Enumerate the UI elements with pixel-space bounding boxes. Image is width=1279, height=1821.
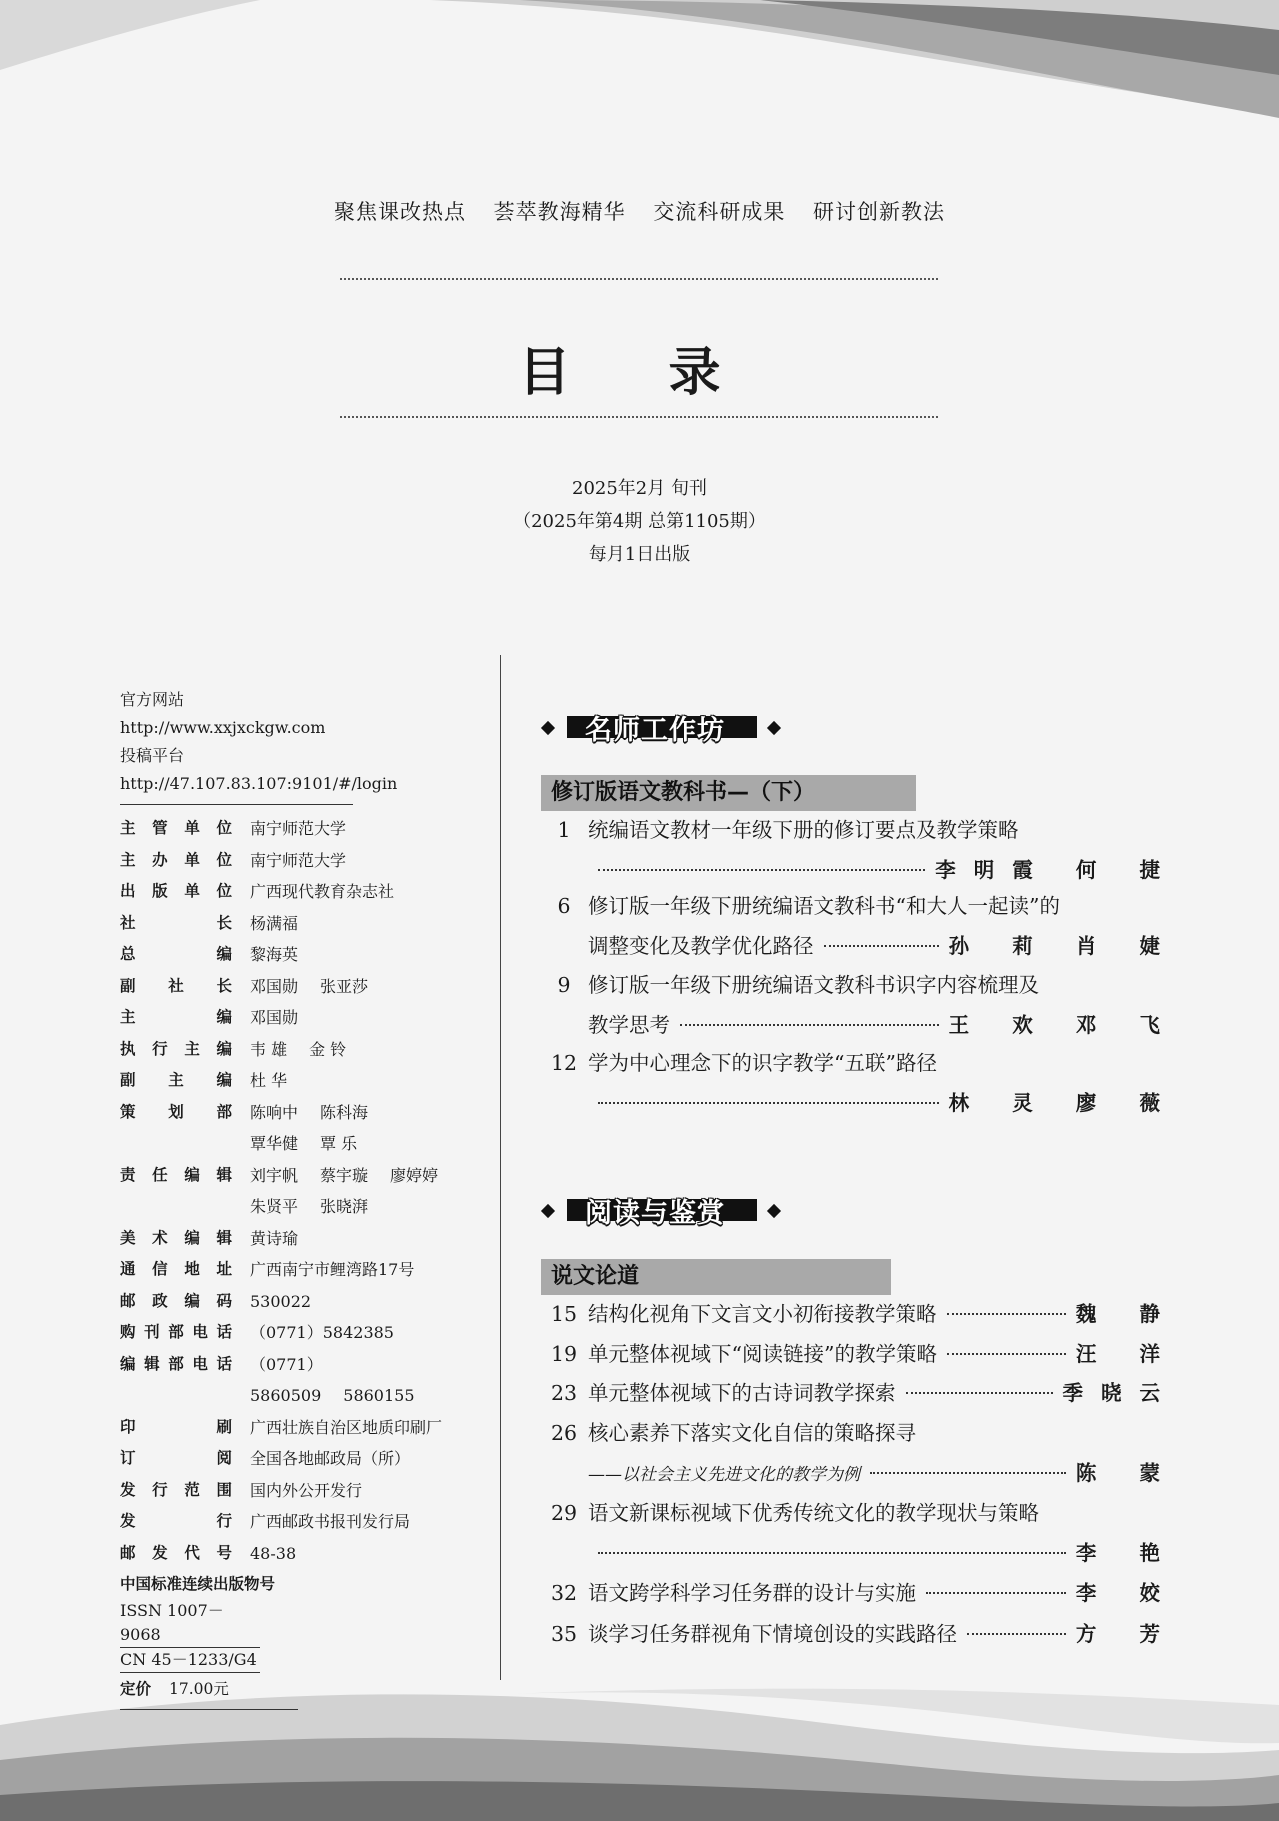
page-number: 6 <box>557 894 571 918</box>
info-label: 发行范围 <box>120 1480 232 1499</box>
info-value-item: 陈响中 <box>250 1102 299 1122</box>
entry-title: 核心素养下落实文化自信的策略探寻 <box>588 1421 916 1445</box>
masthead-info-row <box>120 1223 470 1255</box>
masthead-info-row <box>120 1317 470 1349</box>
page-number: 19 <box>550 1342 578 1366</box>
toc-entry-row <box>540 1493 1160 1533</box>
entry-title: 教学思考 <box>588 1013 670 1037</box>
info-value <box>250 939 470 971</box>
masthead-info-row <box>120 1191 470 1223</box>
cn-number <box>120 1648 470 1673</box>
info-label: 发行 <box>120 1512 232 1530</box>
issn-value: ISSN 1007－9068 <box>120 1599 260 1648</box>
toc-entry-row <box>540 1614 1178 1654</box>
column-divider <box>500 655 501 1680</box>
toc-entry[interactable] <box>540 1334 1178 1374</box>
masthead-info-row <box>120 845 470 877</box>
info-label: 编辑部电话 <box>120 1354 232 1373</box>
info-value <box>250 971 470 1003</box>
issue-number: （2025年第4期 总第1105期） <box>513 511 766 532</box>
entry-title: 单元整体视域下“阅读链接”的教学策略 <box>588 1342 937 1366</box>
entry-title: 修订版一年级下册统编语文教科书识字内容梳理及 <box>588 973 1039 997</box>
info-value-item: 黎海英 <box>250 945 299 964</box>
page-number: 9 <box>557 973 571 997</box>
info-value-item: 张亚莎 <box>320 976 369 996</box>
entry-author: 李 姣 <box>1075 1581 1178 1605</box>
toc-entry-row <box>540 1005 1178 1045</box>
issue-date: 2025年2月 旬刊 <box>572 478 707 499</box>
info-value-item: 广西现代教育杂志社 <box>250 882 395 901</box>
masthead-info-row <box>120 1128 470 1160</box>
entry-author: 魏 静 <box>1075 1302 1178 1326</box>
dot-leader <box>598 1102 939 1104</box>
info-label: 主编 <box>120 1008 232 1026</box>
masthead-info-row <box>120 876 470 908</box>
info-label: 社长 <box>120 913 232 932</box>
section-header <box>541 1191 781 1231</box>
entry-author: 李 艳 <box>1075 1541 1178 1565</box>
info-label: 印刷 <box>120 1417 232 1436</box>
dot-leader <box>598 1552 1066 1554</box>
info-value <box>250 1223 470 1255</box>
info-value <box>250 1349 470 1412</box>
entry-title: 结构化视角下文言文小初衔接教学策略 <box>588 1302 937 1326</box>
info-label: 责任编辑 <box>120 1165 232 1184</box>
toc-entry-row <box>540 1413 1160 1453</box>
info-value-item: 南宁师范大学 <box>250 819 347 838</box>
dot-leader <box>870 1472 1066 1474</box>
official-site-label: 官方网站 <box>120 690 185 709</box>
info-value-item: 530022 <box>250 1291 312 1311</box>
toc-entry-row <box>540 1373 1178 1413</box>
info-value <box>250 1506 470 1538</box>
info-value-item: （0771）5860509 <box>250 1354 323 1405</box>
info-value <box>250 876 470 908</box>
tagline-item: 聚焦课改热点 <box>333 200 466 224</box>
info-value <box>250 1538 470 1570</box>
info-value-item: 广西南宁市鲤湾路17号 <box>250 1260 415 1279</box>
info-value-item: 金 铃 <box>309 1039 347 1059</box>
masthead-info-row <box>120 1254 470 1286</box>
standard-serial-number-label: 中国标准连续出版物号 <box>120 1575 276 1593</box>
masthead-info-row <box>120 1002 470 1034</box>
masthead-info-row <box>120 1160 470 1192</box>
info-value <box>250 1128 470 1160</box>
masthead-info-row <box>120 1506 470 1538</box>
info-label: 主办单位 <box>120 850 232 869</box>
toc-entry-row <box>540 1083 1178 1123</box>
entry-author: 汪 洋 <box>1075 1342 1178 1366</box>
info-label: 副社长 <box>120 976 232 995</box>
toc-entry[interactable] <box>540 1294 1178 1334</box>
info-label: 执行主编 <box>120 1039 232 1058</box>
info-label: 出版单位 <box>120 882 232 900</box>
info-value-item: 朱贤平 <box>250 1197 299 1216</box>
info-label: 美术编辑 <box>120 1228 232 1247</box>
info-label: 邮发代号 <box>120 1543 232 1562</box>
toc-entry[interactable] <box>540 1373 1178 1413</box>
toc-entry[interactable] <box>540 1493 1178 1573</box>
info-value-item: 邓国勋 <box>250 1008 299 1027</box>
diamond-icon <box>767 721 781 735</box>
info-value <box>250 1254 470 1286</box>
toc-entry-row <box>540 965 1160 1005</box>
info-value <box>250 845 470 877</box>
page-number: 15 <box>550 1302 578 1326</box>
page-number: 29 <box>550 1501 578 1525</box>
info-value-item: 广西邮政书报刊发行局 <box>250 1512 411 1531</box>
toc-entry-row <box>540 1533 1178 1573</box>
tagline-item: 交流科研成果 <box>653 200 786 224</box>
masthead-info-row <box>120 1412 470 1444</box>
info-label: 总编 <box>120 945 232 963</box>
toc-entry-row <box>540 1573 1178 1613</box>
info-value <box>250 908 470 940</box>
info-label: 主管单位 <box>120 819 232 837</box>
dot-leader <box>947 1313 1066 1315</box>
masthead-info-row <box>120 813 470 845</box>
masthead-info <box>120 686 470 1710</box>
masthead-info-row <box>120 1443 470 1475</box>
toc-entry-row <box>540 926 1178 966</box>
page-number: 1 <box>557 818 571 842</box>
masthead-info-row <box>120 1349 470 1412</box>
info-label <box>120 1191 232 1223</box>
info-value <box>250 1191 470 1223</box>
submission-platform-url[interactable]: http://47.107.83.107:9101/#/login <box>120 774 398 793</box>
masthead-info-row <box>120 1286 470 1318</box>
info-value-item: 南宁师范大学 <box>250 850 347 870</box>
entry-author: 陈 蒙 <box>1075 1461 1178 1485</box>
masthead-info-row <box>120 1034 470 1066</box>
entry-author: 林 灵 廖 薇 <box>948 1091 1178 1115</box>
dotted-divider-top <box>340 278 938 280</box>
section-title: 阅读与鉴赏 <box>585 1198 725 1229</box>
info-value-item: 国内外公开发行 <box>250 1480 363 1500</box>
info-value-item: 覃 乐 <box>320 1134 358 1153</box>
page-number: 12 <box>550 1051 578 1075</box>
info-value-item: 廖婷婷 <box>390 1165 439 1185</box>
entry-author: 王 欢 邓 飞 <box>948 1013 1178 1037</box>
toc-entry-row <box>540 1453 1178 1495</box>
entry-title: 调整变化及教学优化路径 <box>588 934 814 958</box>
dot-leader <box>598 869 925 871</box>
toc-entry-row <box>540 886 1160 926</box>
info-value <box>250 1443 470 1475</box>
issn <box>120 1599 470 1648</box>
dotted-divider-bottom <box>340 416 938 418</box>
page-number: 26 <box>550 1421 578 1445</box>
page-number: 32 <box>550 1581 578 1605</box>
info-label: 邮政编码 <box>120 1291 232 1310</box>
info-label: 购刊部电话 <box>120 1323 232 1341</box>
masthead-info-list <box>120 813 470 1569</box>
tagline-item: 研讨创新教法 <box>813 200 946 224</box>
dot-leader <box>824 945 939 947</box>
dot-leader <box>926 1592 1066 1594</box>
info-value-item: 刘宇帆 <box>250 1165 299 1185</box>
info-value-item: 蔡宇璇 <box>320 1165 369 1185</box>
toc-entry[interactable] <box>540 1614 1178 1654</box>
entry-author: 李明霞 何 捷 <box>935 858 1178 882</box>
entry-title: 学为中心理念下的识字教学“五联”路径 <box>588 1051 937 1075</box>
toc-entry-row <box>540 1294 1178 1334</box>
toc-entry[interactable] <box>540 810 1178 890</box>
info-value-item: 张晓湃 <box>320 1197 369 1216</box>
info-value <box>250 1002 470 1034</box>
dot-leader <box>967 1633 1066 1635</box>
info-value <box>250 1034 470 1066</box>
entry-title: 谈学习任务群视角下情境创设的实践路径 <box>588 1622 957 1646</box>
top-swoosh-decoration <box>0 0 1279 140</box>
info-value-item: 5860155 <box>343 1386 415 1405</box>
toc-entry[interactable] <box>540 1043 1178 1123</box>
info-value-item: （0771）5842385 <box>250 1323 394 1342</box>
submission-platform-label: 投稿平台 <box>120 746 185 765</box>
official-site-url[interactable]: http://www.xxjxckgw.com <box>120 718 326 737</box>
info-label: 策划部 <box>120 1102 232 1121</box>
masthead-info-row <box>120 1475 470 1507</box>
tagline <box>0 196 1279 226</box>
info-value-item: 覃华健 <box>250 1134 299 1153</box>
toc-entry-row <box>540 1043 1160 1083</box>
toc-entry[interactable] <box>540 1573 1178 1613</box>
dot-leader <box>947 1353 1066 1355</box>
entry-author: 孙 莉 肖 婕 <box>948 934 1178 958</box>
diamond-icon <box>541 721 555 735</box>
entry-subtitle: ——以社会主义先进文化的教学为例 <box>588 1465 860 1485</box>
info-value <box>250 1317 470 1349</box>
diamond-icon <box>767 1204 781 1218</box>
masthead-info-row <box>120 1065 470 1097</box>
column-title-bar: 说文论道 <box>541 1259 891 1295</box>
toc-entry[interactable] <box>540 965 1178 1045</box>
info-label: 订阅 <box>120 1449 232 1467</box>
info-value <box>250 1097 470 1129</box>
info-label: 副主编 <box>120 1071 232 1089</box>
masthead-bottom-rule <box>120 1709 298 1710</box>
info-value <box>250 1160 470 1192</box>
page-number: 35 <box>550 1622 578 1646</box>
masthead-info-row <box>120 1097 470 1129</box>
entry-title: 语文新课标视域下优秀传统文化的教学现状与策略 <box>588 1501 1039 1525</box>
price-label: 定价 <box>120 1680 152 1698</box>
masthead-info-row <box>120 1538 470 1570</box>
cn-value: CN 45－1233/G4 <box>120 1648 260 1673</box>
info-value-item: 全国各地邮政局（所） <box>250 1449 411 1468</box>
info-value <box>250 1286 470 1318</box>
diamond-icon <box>541 1204 555 1218</box>
info-label: 通信地址 <box>120 1260 232 1278</box>
toc-entry-row <box>540 1334 1178 1374</box>
info-value-item: 邓国勋 <box>250 976 299 996</box>
info-value-item: 韦 雄 <box>250 1039 288 1059</box>
entry-title: 修订版一年级下册统编语文教科书“和大人一起读”的 <box>588 894 1060 918</box>
info-value-item: 黄诗瑜 <box>250 1228 299 1248</box>
toc-entry-row <box>540 810 1160 850</box>
masthead-info-row <box>120 908 470 940</box>
column-title-bar: 修订版语文教科书—（下） <box>541 775 916 811</box>
info-value-item: 杨满福 <box>250 913 299 933</box>
masthead-rule <box>120 804 353 805</box>
entry-title: 统编语文教材一年级下册的修订要点及教学策略 <box>588 818 1019 842</box>
entry-author: 方 芳 <box>1075 1622 1178 1646</box>
issue-frequency: 每月1日出版 <box>588 544 691 565</box>
info-value-item: 杜 华 <box>250 1071 288 1090</box>
info-value <box>250 1475 470 1507</box>
info-value-item: 陈科海 <box>320 1102 369 1122</box>
info-value-item: 48-38 <box>250 1543 297 1563</box>
section-header <box>541 708 781 748</box>
masthead-info-row <box>120 939 470 971</box>
masthead-info-row <box>120 971 470 1003</box>
dot-leader <box>680 1024 939 1026</box>
info-label <box>120 1128 232 1160</box>
price-value: 17.00元 <box>169 1680 229 1698</box>
info-value <box>250 1065 470 1097</box>
section-title: 名师工作坊 <box>585 715 725 746</box>
tagline-item: 荟萃教海精华 <box>493 200 626 224</box>
info-value <box>250 813 470 845</box>
page-title: 目 录 <box>518 343 761 403</box>
page-number: 23 <box>550 1381 578 1405</box>
info-value-item: 广西壮族自治区地质印刷厂 <box>250 1417 443 1437</box>
dot-leader <box>906 1392 1053 1394</box>
info-value <box>250 1412 470 1444</box>
entry-title: 语文跨学科学习任务群的设计与实施 <box>588 1581 916 1605</box>
toc-entry-row <box>540 850 1178 890</box>
entry-title: 单元整体视域下的古诗词教学探索 <box>588 1381 896 1405</box>
toc-entry[interactable] <box>540 886 1178 966</box>
entry-author: 季晓云 <box>1062 1381 1178 1405</box>
toc-entry[interactable] <box>540 1413 1178 1495</box>
price <box>120 1673 470 1705</box>
